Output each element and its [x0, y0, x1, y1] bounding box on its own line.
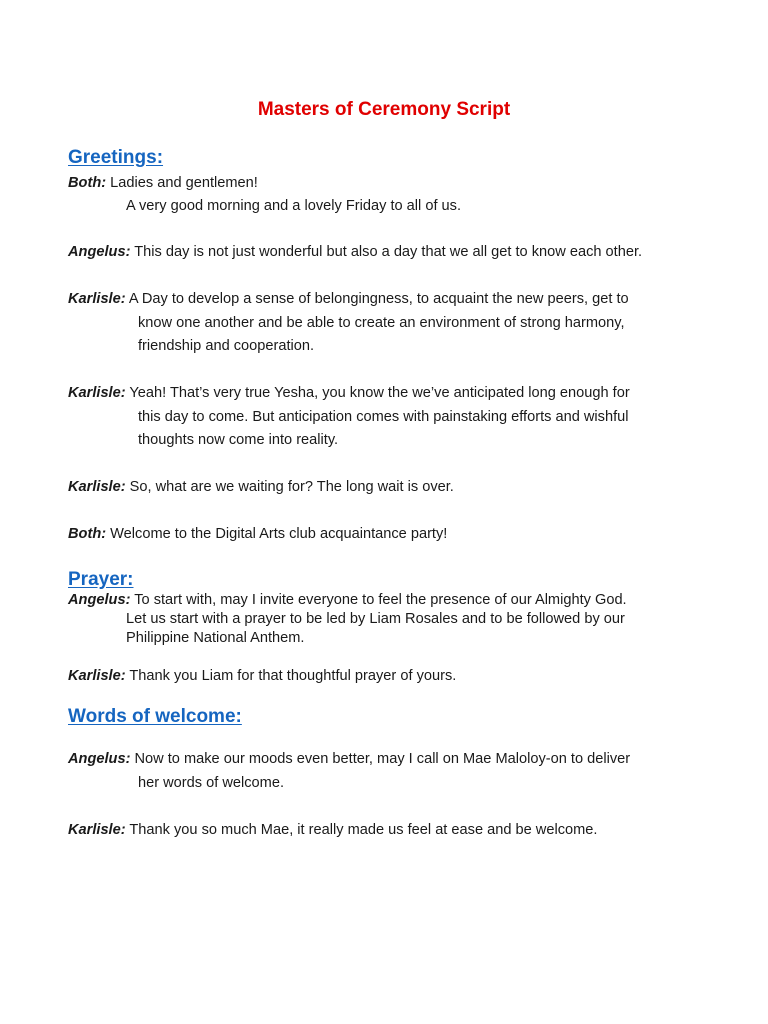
- line-continuation: this day to come. But anticipation comes with painstaking efforts and wishful: [138, 409, 629, 425]
- line-continuation: her words of welcome.: [138, 775, 284, 791]
- line-text: Welcome to the Digital Arts club acquaintance party!: [110, 526, 448, 542]
- script-line-karlisle-3: [68, 477, 454, 497]
- speaker-label: Angelus:: [68, 751, 131, 767]
- line-continuation: know one another and be able to create an environment of strong harmony,: [138, 315, 625, 331]
- heading-greetings: Greetings:: [68, 147, 164, 168]
- script-line-both-1: [68, 173, 258, 193]
- speaker-label: Karlisle:: [68, 668, 126, 684]
- speaker-label: Angelus:: [68, 244, 131, 260]
- line-continuation: Philippine National Anthem.: [126, 630, 305, 646]
- line-text: Now to make our moods even better, may I call on Mae Maloloy-on to deliver: [134, 751, 631, 767]
- speaker-label: Karlisle:: [68, 479, 126, 495]
- script-line-karlisle-welcome: [68, 820, 597, 840]
- line-text: A Day to develop a sense of belongingness, to acquaint the new peers, get to: [128, 291, 629, 307]
- line-continuation: Let us start with a prayer to be led by Liam Rosales and to be followed by our: [126, 611, 625, 627]
- script-line-both-2: [68, 524, 447, 544]
- heading-words-of-welcome: Words of welcome:: [68, 706, 242, 727]
- speaker-label: Angelus:: [68, 592, 131, 608]
- script-line-karlisle-prayer: [68, 666, 456, 686]
- line-text: This day is not just wonderful but also a day that we all get to know each other.: [134, 244, 643, 260]
- line-text: Ladies and gentlemen!: [110, 175, 258, 191]
- line-text: To start with, may I invite everyone to feel the presence of our Almighty God.: [134, 592, 627, 608]
- line-text: Thank you so much Mae, it really made us feel at ease and be welcome.: [129, 822, 598, 838]
- script-line-angelus-welcome: [68, 749, 630, 769]
- speaker-label: Karlisle:: [68, 822, 126, 838]
- speaker-label: Both:: [68, 175, 107, 191]
- line-text: Thank you Liam for that thoughtful prayer of yours.: [129, 668, 457, 684]
- speaker-label: Karlisle:: [68, 385, 126, 401]
- script-line-angelus-1: [68, 242, 642, 262]
- speaker-label: Karlisle:: [68, 291, 126, 307]
- line-text: So, what are we waiting for? The long wait is over.: [129, 479, 454, 495]
- document-title: Masters of Ceremony Script: [257, 99, 511, 120]
- line-continuation: friendship and cooperation.: [138, 338, 315, 354]
- line-continuation: thoughts now come into reality.: [138, 432, 339, 448]
- heading-prayer: Prayer:: [68, 569, 134, 590]
- speaker-label: Both:: [68, 526, 107, 542]
- line-text: Yeah! That’s very true Yesha, you know the we’ve anticipated long enough for: [129, 385, 630, 401]
- line-continuation: A very good morning and a lovely Friday to all of us.: [126, 198, 462, 214]
- script-line-karlisle-2: [68, 383, 630, 403]
- script-line-angelus-prayer: [68, 591, 627, 610]
- script-line-karlisle-1: [68, 289, 629, 309]
